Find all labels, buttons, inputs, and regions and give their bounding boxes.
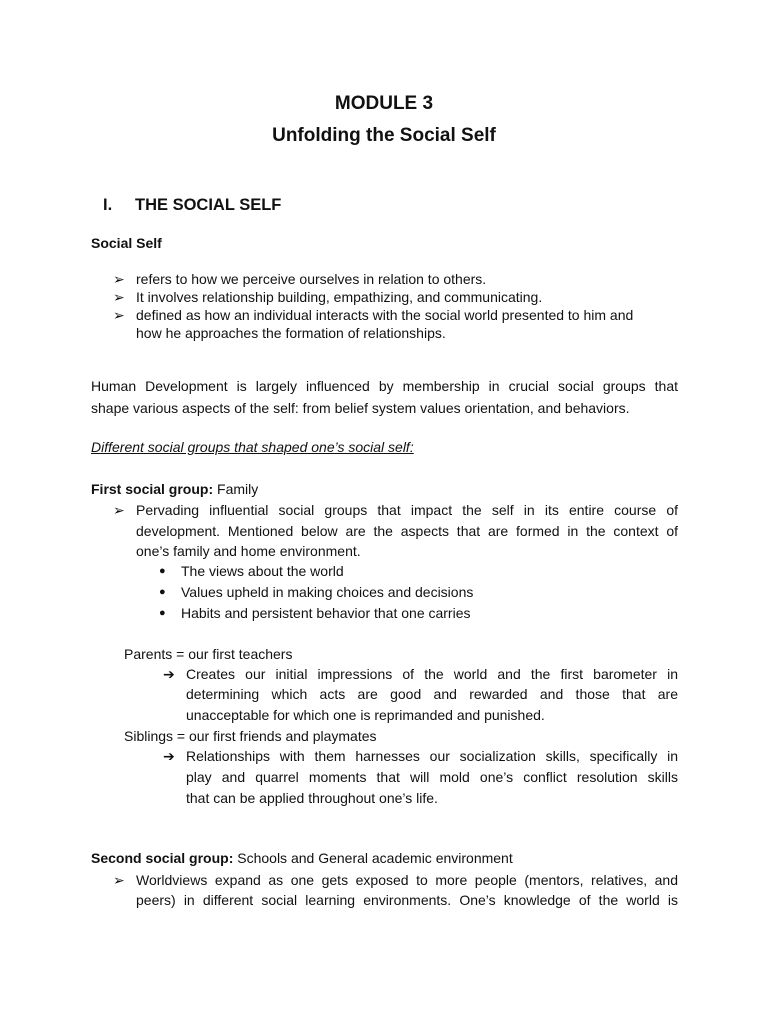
intro-paragraph-line: Human Development is largely influenced by membership in crucial social groups that <box>91 378 678 394</box>
social-self-item: It involves relationship building, empathizing, and communicating. <box>136 289 543 305</box>
arrowhead-icon: ➢ <box>113 872 125 888</box>
aspect-item: Values upheld in making choices and decisions <box>181 584 474 600</box>
first-group-heading <box>91 481 258 497</box>
arrowhead-icon: ➢ <box>113 307 125 323</box>
arrow-icon: ➔ <box>163 748 175 764</box>
groups-heading: Different social groups that shaped one’s social self: <box>91 439 414 455</box>
second-group-heading <box>91 850 513 866</box>
arrowhead-icon: ➢ <box>113 502 125 518</box>
parents-line: determining which acts are good and rewarded and those that are <box>186 686 678 702</box>
aspect-item: The views about the world <box>181 563 344 579</box>
siblings-line: Relationships with them harnesses our socialization skills, specifically in <box>186 748 678 764</box>
siblings-line: that can be applied throughout one’s life. <box>186 790 438 806</box>
second-group-line: Worldviews expand as one gets exposed to more people (mentors, relatives, and <box>136 872 678 888</box>
social-self-heading: Social Self <box>91 235 162 251</box>
bullet-icon: ● <box>159 586 166 598</box>
parents-line: Creates our initial impressions of the world and the first barometer in <box>186 666 678 682</box>
second-group-label: Second social group: <box>91 850 234 866</box>
parents-line: unacceptable for which one is reprimanded and punished. <box>186 707 545 723</box>
first-group-label: First social group: <box>91 481 214 497</box>
aspect-item: Habits and persistent behavior that one carries <box>181 605 471 621</box>
module-subtitle: Unfolding the Social Self <box>272 125 496 146</box>
section-number: I. <box>103 196 113 214</box>
module-title: MODULE 3 <box>334 93 434 114</box>
social-self-item-continued: how he approaches the formation of relationships. <box>136 325 446 341</box>
bullet-icon: ● <box>159 607 166 619</box>
siblings-line: play and quarrel moments that will mold one’s conflict resolution skills <box>186 769 678 785</box>
first-group-name: Family <box>213 481 259 497</box>
bullet-icon: ● <box>159 565 166 577</box>
social-self-item: defined as how an individual interacts with the social world presented to him and <box>136 307 634 323</box>
arrowhead-icon: ➢ <box>113 289 125 305</box>
intro-paragraph-line: shape various aspects of the self: from belief system values orientation, and behaviors. <box>91 400 630 416</box>
arrowhead-icon: ➢ <box>113 271 125 287</box>
social-self-item: refers to how we perceive ourselves in relation to others. <box>136 271 487 287</box>
siblings-label: Siblings = our first friends and playmates <box>124 728 377 744</box>
second-group-name: Schools and General academic environment <box>233 850 513 866</box>
parents-label: Parents = our first teachers <box>124 646 293 662</box>
first-group-line: development. Mentioned below are the aspects that are formed in the context of <box>136 523 678 539</box>
first-group-line: Pervading influential social groups that impact the self in its entire course of <box>136 502 678 518</box>
second-group-line: peers) in different social learning environments. One’s knowledge of the world is <box>136 892 678 908</box>
arrow-icon: ➔ <box>163 666 175 682</box>
first-group-line: one’s family and home environment. <box>136 543 361 559</box>
section-title: THE SOCIAL SELF <box>135 196 282 214</box>
